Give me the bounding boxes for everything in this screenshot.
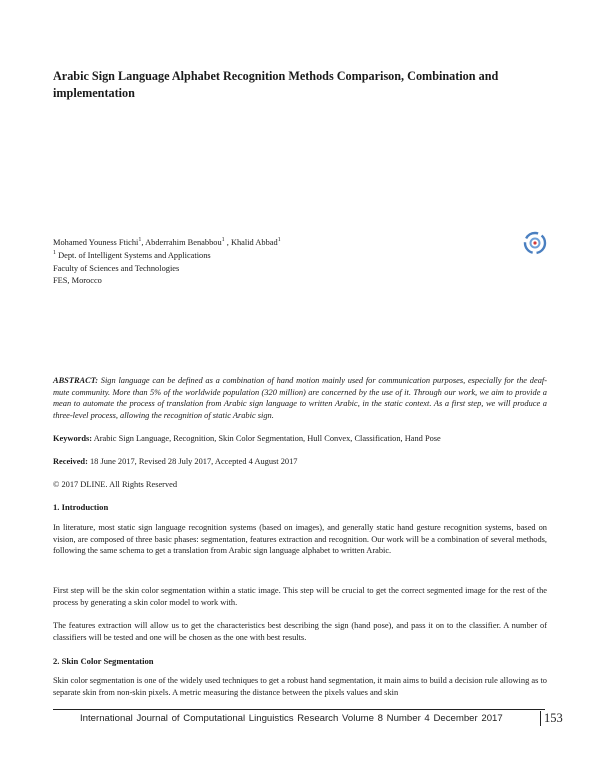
- affil-mark: 1: [53, 250, 56, 257]
- journal-name: International Journal of Computational Linguistics Research: [80, 713, 339, 724]
- skin-paragraph-1: Skin color segmentation is one of the widely used techniques to get a robust hand segmentation, it main aims to build a decision rule allowing as to separate skin from non-skin pixels. A metric measuring the distance between the pixels values and skin: [53, 676, 547, 697]
- author-list: Mohamed Youness Ftichi$^1$, Abderrahim Benabbou$^1$ , Khalid Abbad$^1$: [53, 237, 281, 247]
- keywords: [53, 433, 547, 445]
- affiliation-block: [53, 250, 211, 288]
- footer-divider: [540, 711, 541, 726]
- received-dates: [53, 456, 547, 468]
- affil-faculty: Faculty of Sciences and Technologies: [53, 263, 180, 273]
- author-name: Abderrahim Benabbou: [145, 238, 222, 247]
- abstract-label: ABSTRACT:: [53, 376, 98, 385]
- journal-issue: Volume 8 Number 4 December 2017: [341, 713, 503, 724]
- section-heading: 1. Introduction: [53, 502, 109, 512]
- abstract-text: Sign language can be defined as a combination of hand motion mainly used for communication purposes, especially for the deaf-mute community. More than 5% of the worldwide population (320 million) are concerned by the use of it. Through our work, we aim to provide a mean to automate the process of translation from Arabic sign language to written Arabic, in the static context. As a first step, we will produce a three-level process, allowing the recognition of static Arabic sign.: [53, 376, 548, 420]
- abstract: [53, 375, 547, 421]
- intro-paragraph-2: First step will be the skin color segmentation within a static image. This step will be crucial to get the correct segmented image for the rest of the process by generating a skin color model to work with.: [53, 586, 547, 607]
- section-heading: 2. Skin Color Segmentation: [53, 656, 154, 666]
- received-text: 18 June 2017, Revised 28 July 2017, Accepted 4 August 2017: [89, 457, 298, 466]
- author-name: Mohamed Youness Ftichi: [53, 238, 139, 247]
- author-affil-mark: 1: [277, 237, 281, 244]
- keywords-label: Keywords:: [53, 434, 93, 443]
- footer-journal: [80, 713, 503, 724]
- intro-paragraph-3: The features extraction will allow us to get the characteristics best describing the sign (hand pose), and pass it on to the classifier. A number of classifiers will be tested and one will be chosen as the one with best results.: [53, 621, 547, 642]
- page-number: 153: [544, 711, 563, 725]
- received-label: Received:: [53, 457, 88, 466]
- affil-location: FES, Morocco: [53, 276, 102, 285]
- keywords-text: Arabic Sign Language, Recognition, Skin Color Segmentation, Hull Convex, Classification, Hand Pose: [93, 434, 441, 443]
- author-name: Khalid Abbad: [230, 238, 278, 247]
- paper-title: Arabic Sign Language Alphabet Recognition Methods Comparison, Combination and implementation: [53, 69, 499, 100]
- crossmark-logo-icon[interactable]: [522, 230, 548, 256]
- intro-paragraph-1: In literature, most static sign language recognition systems (based on images), and generally static hand gesture recognition systems, based on vision, are composed of three basic phases: segmentation, features extraction and recognition. Our work will be a combination of several methods, following the same schema to get a translation from Arabic sign language alphabet to written Arabic.: [53, 523, 547, 556]
- affil-dept: Dept. of Intelligent Systems and Applications: [58, 251, 211, 260]
- author-affil-mark: 1: [138, 237, 142, 244]
- footer-rule: [53, 709, 545, 710]
- author-affil-mark: 1: [221, 237, 225, 244]
- copyright: © 2017 DLINE. All Rights Reserved: [53, 480, 178, 489]
